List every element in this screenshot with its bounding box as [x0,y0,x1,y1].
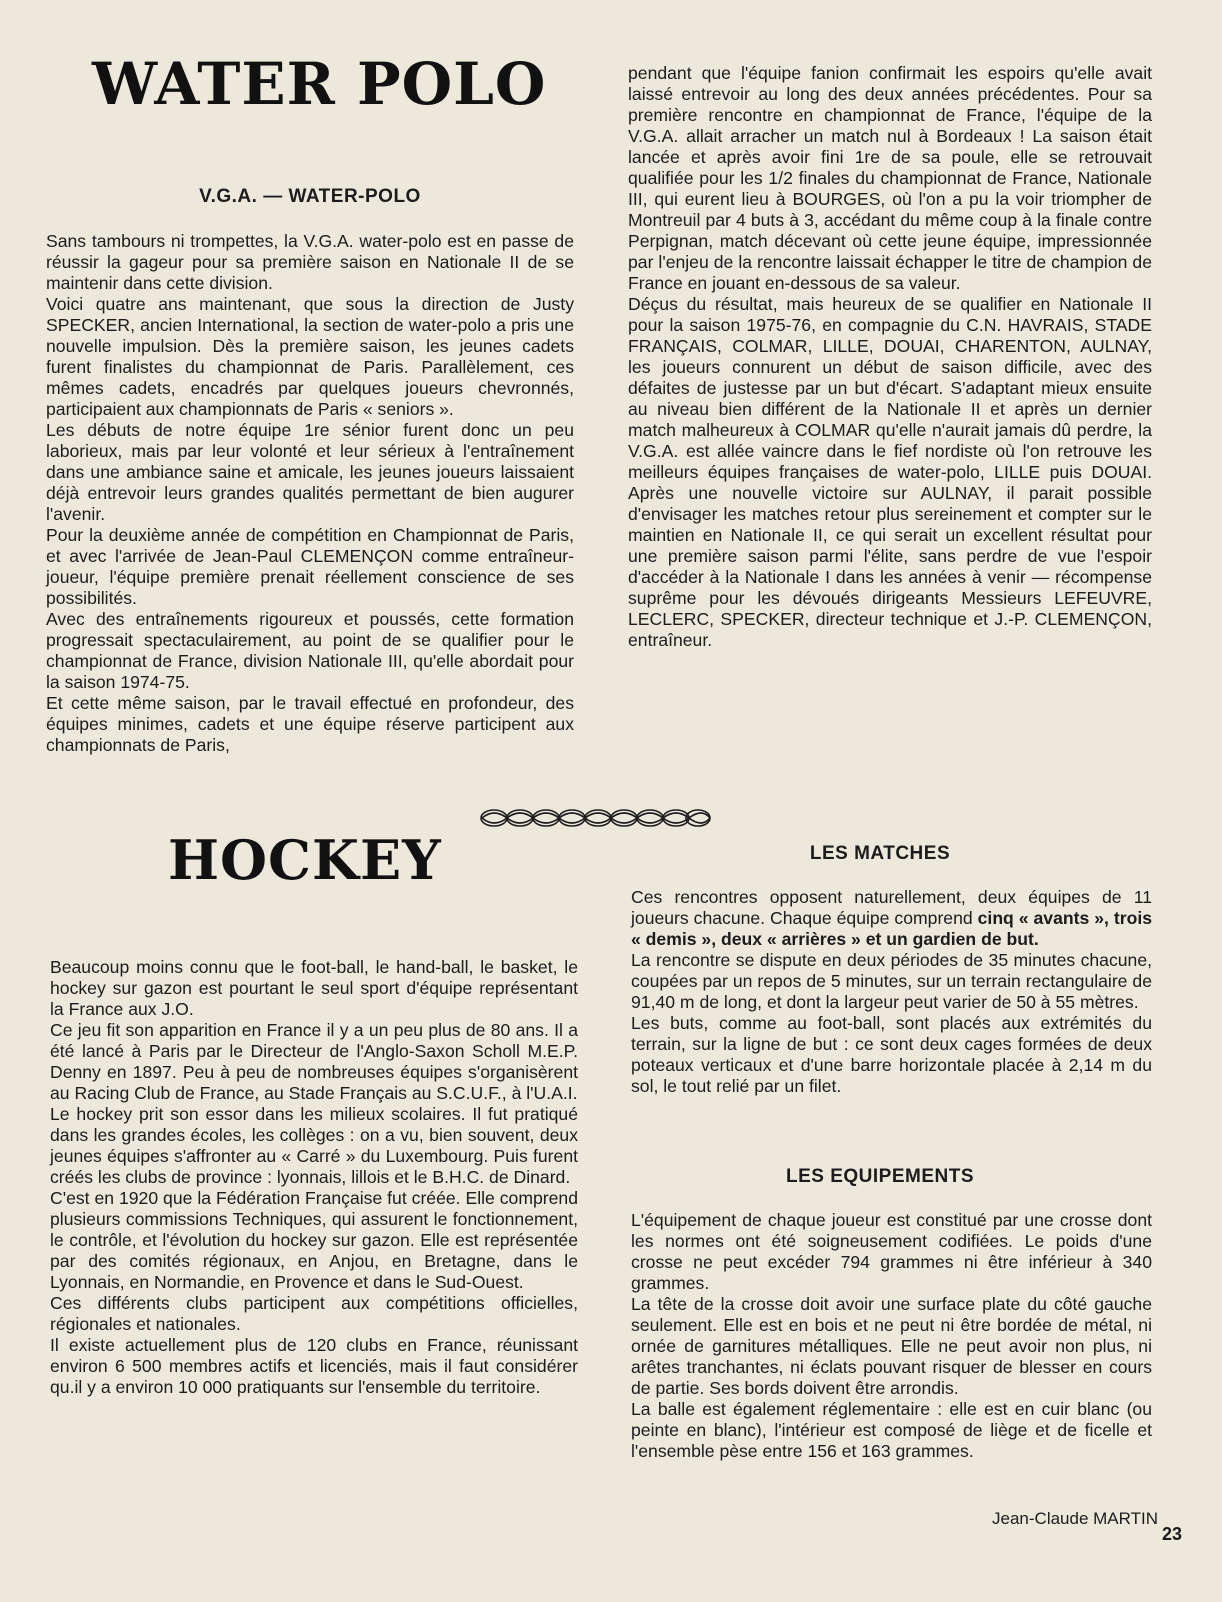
paragraph [631,887,1152,950]
paragraph: La tête de la crosse doit avoir une surface plate du côté gauche seulement. Elle est en bois et ne peut ni être bordée de métal, ni ornée de garnitures métalliques. Elle ne peut avoir non plus, ni arêtes tranchantes, ni éclats pouvant risquer de blesser en cours de partie. Ses bords doivent être arrondis. [631,1294,1152,1398]
paragraph: Le hockey prit son essor dans les milieux scolaires. Il fut pratiqué dans les grandes écoles, les collèges : on a vu, bien souvent, deux jeunes équipes s'affronter au « Carré » du Luxembourg. Puis furent créés les clubs de province : lyonnais, lillois et le B.H.C. de Dinard. [50,1104,578,1187]
page-number: 23 [1162,1524,1183,1544]
hockey-left-column [50,957,578,1398]
author-signature: Jean-Claude MARTIN [992,1509,1158,1528]
paragraph: pendant que l'équipe fanion confirmait les espoirs qu'elle avait laissé entrevoir au long des deux années précédentes. Pour sa première rencontre en championnat de France, l'équipe de la V.G.A. allait arracher un match nul à Bordeaux ! La saison était lancée et après avoir fini 1re de sa poule, elle se retrouvait qualifiée pour les 1/2 finales du championnat de France, Nationale III, qui eurent lieu à BOURGES, où l'on a pu la voir triompher de Montreuil par 4 buts à 3, accédant du même coup à la finale contre Perpignan, match décevant où cette jeune équipe, impressionnée par l'enjeu de la rencontre laissait échapper le titre de champion de France en jouant en-dessous de sa valeur. [628,63,1152,293]
paragraph: Voici quatre ans maintenant, que sous la direction de Justy SPECKER, ancien International, la section de water-polo a pris une nouvelle impulsion. Dès la première saison, les jeunes cadets furent finalistes du championnat de Paris. Parallèlement, ces mêmes cadets, encadrés par quelques joueurs chevronnés, participaient aux championnats de Paris « seniors ». [46,294,574,419]
les-matches-body [631,887,1152,1097]
les-equipements-heading: LES EQUIPEMENTS [785,1166,975,1187]
les-matches-heading: LES MATCHES [809,843,951,864]
water-polo-title: WATER POLO [92,50,547,118]
paragraph: Les débuts de notre équipe 1re sénior furent donc un peu laborieux, mais par leur volonté et leur sérieux à l'entraînement dans une ambiance saine et amicale, les jeunes joueurs laissaient déjà entrevoir leurs grandes qualités permettant de bien augurer l'avenir. [46,420,574,524]
paragraph: La rencontre se dispute en deux périodes de 35 minutes chacune, coupées par un repos de 5 minutes, sur un terrain rectangulaire de 91,40 m de long, et dont la largeur peut varier de 50 à 55 mètres. [631,950,1152,1012]
paragraph: Il existe actuellement plus de 120 clubs en France, réunissant environ 6 500 membres actifs et licenciés, mais il faut considérer qu.il y a environ 10 000 pratiquants sur l'ensemble du territoire. [50,1335,578,1397]
paragraph: Beaucoup moins connu que le foot-ball, le hand-ball, le basket, le hockey sur gazon est pourtant le seul sport d'équipe représentant la France aux J.O. [50,957,578,1019]
ornament-divider [480,806,712,830]
paragraph: Les buts, comme au foot-ball, sont placés aux extrémités du terrain, sur la ligne de but : ce sont deux cages formées de deux poteaux verticaux et d'une barre horizontale placée à 2,14 m du sol, le tout relié par un filet. [631,1013,1152,1096]
vga-water-polo-subtitle: V.G.A. — WATER-POLO [199,186,421,207]
team-composition-bold: cinq « avants », trois « demis », deux « arrières » et un gardien de but. [631,908,1152,949]
paragraph: Avec des entraînements rigoureux et poussés, cette formation progressait spectaculairement, au point de se qualifier pour le championnat de France, division Nationale III, qu'elle abordait pour la saison 1974-75. [46,609,574,692]
paragraph: Ce jeu fit son apparition en France il y a un peu plus de 80 ans. Il a été lancé à Paris par le Directeur de l'Anglo-Saxon Scholl M.E.P. Denny en 1897. Peu à peu de nombreuses équipes s'organisèrent au Racing Club de France, au Stade Français au S.C.U.F., à l'U.A.I. [50,1020,578,1103]
paragraph: Ces différents clubs participent aux compétitions officielles, régionales et nationales. [50,1293,578,1334]
water-polo-left-column [46,231,574,756]
paragraph: Sans tambours ni trompettes, la V.G.A. water-polo est en passe de réussir la gageur pour sa première saison en Nationale II de se maintenir dans cette division. [46,231,574,293]
paragraph: Et cette même saison, par le travail effectué en profondeur, des équipes minimes, cadets et une équipe réserve participent aux championnats de Paris, [46,693,574,755]
paragraph: L'équipement de chaque joueur est constitué par une crosse dont les normes ont été soigneusement codifiées. Le poids d'une crosse ne peut excéder 794 grammes ni être inférieur à 340 grammes. [631,1210,1152,1293]
water-polo-right-column [628,63,1152,651]
hockey-title: HOCKEY [168,828,442,892]
paragraph: C'est en 1920 que la Fédération Française fut créée. Elle comprend plusieurs commissions Techniques, qui assurent le fonctionnement, le contrôle, et l'évolution du hockey sur gazon. Elle est représentée par des comités régionaux, en Anjou, en Bretagne, dans le Lyonnais, en Normandie, en Provence et dans le Sud-Ouest. [50,1188,578,1292]
paragraph-text: Ces rencontres opposent naturellement, deux équipes de 11 joueurs chacune. Chaque équipe comprend [631,887,1152,928]
paragraph: Déçus du résultat, mais heureux de se qualifier en Nationale II pour la saison 1975-76, en compagnie du C.N. HAVRAIS, STADE FRANÇAIS, COLMAR, LILLE, DOUAI, CHARENTON, AULNAY, les joueurs connurent un début de saison difficile, avec des défaites de justesse par un but d'écart. S'adaptant mieux ensuite au niveau bien différent de la Nationale II et après un dernier match malheureux à COLMAR qu'elle n'aurait jamais dû perdre, la V.G.A. est allée vaincre dans le fief nordiste où l'on retrouve les meilleurs équipes françaises de water-polo, LILLE puis DOUAI. Après une nouvelle victoire sur AULNAY, il parait possible d'envisager les matches retour plus sereinement et compter sur le maintien en Nationale II, ce qui serait un excellent résultat pour une première saison parmi l'élite, sans perdre de vue l'espoir d'accéder à la Nationale I dans les années à venir — récompense suprême pour les dévoués dirigeants Messieurs LEFEUVRE, LECLERC, SPECKER, directeur technique et J.-P. CLEMENÇON, entraîneur. [628,294,1152,650]
les-equipements-body [631,1210,1152,1462]
paragraph: Pour la deuxième année de compétition en Championnat de Paris, et avec l'arrivée de Jean-Paul CLEMENÇON comme entraîneur-joueur, l'équipe première prenait réellement conscience de ses possibilités. [46,525,574,608]
paragraph: La balle est également réglementaire : elle est en cuir blanc (ou peinte en blanc), l'intérieur est composé de liège et de ficelle et l'ensemble pèse entre 156 et 163 grammes. [631,1399,1152,1461]
